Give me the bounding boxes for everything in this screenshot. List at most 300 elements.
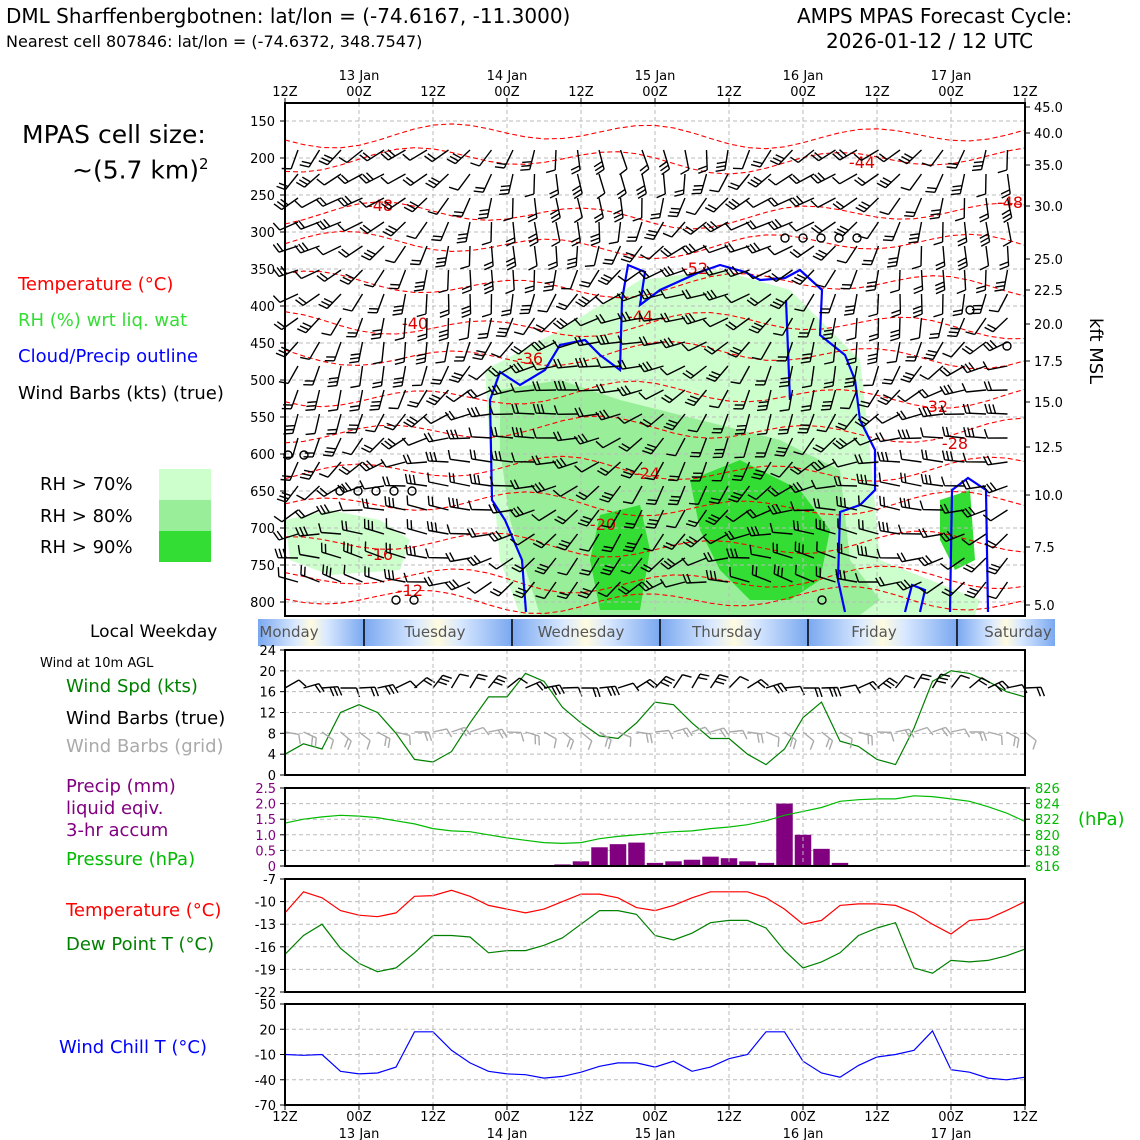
wind-barb [424,433,448,442]
wind-barb [404,198,427,212]
pressure-tick-label: 200 [250,152,275,167]
top-time-label: 12Z [864,85,890,100]
wind-barb [385,496,406,510]
wind-barb [297,318,319,333]
wind-barb [538,294,556,312]
wind-barb [716,150,728,171]
wind-barb [431,366,449,384]
wind-barb [663,222,685,237]
precip-bar [813,849,830,866]
wind-barb [943,342,965,357]
wind-barb [341,688,360,697]
wind-barb [550,174,559,198]
wind-barb [484,270,493,294]
pressure-axis-label: (hPa) [1078,809,1125,830]
temperature-contour-label: -48 [366,196,394,215]
precip-ytick-label: 2.0 [255,797,276,813]
wind-barb [964,427,986,438]
wind-barb [876,150,900,162]
wind-barb [811,198,836,207]
wind-barb [426,549,449,558]
wind-barb [403,455,427,464]
wind-barb [746,220,771,229]
wind-barb [899,150,922,164]
wind-barb [319,462,341,477]
precip-ytick-right-label: 826 [1035,782,1060,797]
wind-barb [279,366,298,383]
wind-barb [882,366,900,384]
wind-barb [447,430,470,439]
weekday-label: Monday [259,623,319,641]
wind-barb [470,728,489,736]
wind-barb [581,732,592,750]
wind-barb [898,390,922,401]
wind-barb [439,270,449,293]
wind-barb [746,243,771,253]
wind-barb [447,524,470,534]
wind-barb [359,732,370,750]
wind-barb [482,222,492,245]
wind-barb [977,174,987,197]
precip-bar [776,804,793,866]
wind-barb [867,342,878,364]
wind-barb [934,294,944,317]
wind-barb [668,198,685,217]
wind-barb [921,474,943,486]
legend-cloud-outline: Cloud/Precip outline [18,346,199,367]
wind-barb [985,534,1008,548]
wind-barb [970,678,990,688]
weekday-label: Tuesday [404,623,466,641]
wind-barb [407,390,427,407]
wind-barb [491,342,513,357]
temp-ytick-label: -16 [254,940,276,956]
wind-barb [962,383,986,392]
bottom-time-label: 12Z [568,1110,594,1125]
wind-barb [349,390,362,411]
wind-barb [316,219,341,229]
wind-barb [467,582,491,593]
kft-tick-label: 12.5 [1034,441,1063,456]
wind-barb [890,318,900,341]
wind-barb [897,411,922,420]
wind-barb [378,685,399,695]
wind-barb [381,174,406,184]
wind-barb [922,450,943,463]
wind-barb [877,678,898,688]
wind-barb [433,675,452,688]
wind-barb [467,528,491,537]
wind-barb [412,366,427,386]
wind-barb [325,342,341,361]
wind-barb [924,342,943,359]
precip-ytick-right-label: 822 [1035,813,1060,829]
kft-tick-label: 25.0 [1034,253,1063,268]
bottom-time-label: 00Z [494,1110,520,1125]
wind-barb [618,270,642,282]
chill-ytick-label: -10 [254,1048,276,1064]
wind-barb [525,174,535,197]
cell-size-label: MPAS cell size: [22,120,206,149]
wind-barb [426,174,449,188]
wind-barb [984,381,1007,390]
wind-barb [407,222,428,239]
wind-barb [556,294,577,310]
wind-barb [424,414,449,424]
wind-barb [591,222,600,245]
wind-barb [452,727,471,736]
wind-barb [770,150,792,165]
kft-tick-label: 30.0 [1034,200,1063,215]
wind-barb [322,687,342,696]
wind-barb [478,198,492,219]
pressure-tick-label: 450 [250,337,275,352]
kft-tick-label: 5.0 [1034,599,1055,614]
wind-barb [901,174,922,190]
wind-barb [976,270,986,293]
wind-barb [674,728,693,737]
temp-ytick-label: -19 [254,963,276,979]
wind-barb [561,270,577,289]
wind-barb [614,198,624,222]
wind-barb [692,674,709,688]
wind-barb [594,198,603,222]
wind-barb [359,173,384,183]
weekday-bar-label: Local Weekday [90,622,218,642]
pressure-tick-label: 150 [250,115,275,130]
wind-barb [733,150,750,169]
wind-barb [803,688,822,697]
wind-barb [567,246,578,268]
wind-barb [361,438,384,452]
wind-barb [425,150,449,162]
top-date-label: 16 Jan [782,69,824,84]
wind-barb [571,222,580,246]
wind-barb [526,732,540,745]
wind-barb [729,731,747,740]
top-date-label: 13 Jan [338,69,380,84]
legend-dewpoint: Dew Point T (°C) [66,934,215,955]
calm-wind-circle [300,451,308,459]
wind-barb [470,450,491,463]
temperature-contour-label: -36 [516,349,544,368]
wind-barb [482,294,491,317]
precip-ytick-label: 1.5 [255,813,276,829]
wind-barb [636,174,646,198]
top-time-label: 00Z [494,85,520,100]
wind-barb [640,150,649,175]
wind-barb [381,438,405,449]
wind-barb [295,270,320,279]
wind-barb [748,174,771,187]
top-date-label: 15 Jan [634,69,676,84]
wind-barb [501,294,513,316]
rh-legend-80: RH > 80% [40,506,133,527]
top-time-label: 00Z [790,85,816,100]
top-date-label: 14 Jan [486,69,528,84]
cell-size-value-text: ~(5.7 km) [72,155,199,185]
wind-barb [316,246,341,255]
wind-barb [469,428,491,438]
precip-ytick-right-label: 816 [1035,860,1060,875]
wind-barb [563,732,574,750]
wind-barb [385,246,405,263]
wind-barb [729,677,749,689]
pressure-tick-label: 350 [250,263,275,278]
wind-barb [544,732,556,748]
wind-barb [360,480,384,489]
pressure-tick-label: 600 [250,448,275,463]
wind-barb [469,500,492,510]
wind-barb [705,198,728,212]
wind-barb [403,150,427,160]
wind-barb [951,675,970,688]
wind-barb [402,438,427,445]
wind-barb [295,220,320,229]
wind-barb [361,246,384,260]
wind-barb [295,198,320,208]
wind-barb [859,732,873,745]
wind-barb [846,318,857,340]
wind-barb [962,342,986,354]
wind-barb [378,732,390,748]
wind-barb [296,294,320,305]
top-time-label: 12Z [1012,85,1038,100]
wind-barb [406,545,427,558]
wind-barb [910,318,921,340]
temperature-contour-label: -12 [396,581,424,600]
precip-bar [628,843,645,866]
wind-barb [698,150,707,173]
wind-barb [925,174,943,192]
wind-barb [711,675,729,688]
wind-barb [384,414,405,430]
kft-tick-label: 17.5 [1034,355,1063,370]
wind-barb [789,196,814,206]
wind-barb [972,150,986,170]
wind-barb [833,174,858,184]
wind-barb [868,294,878,317]
pressure-tick-label: 400 [250,300,275,315]
wind-barb [1025,687,1044,696]
wind-barb [987,582,1008,599]
wind-barb [896,676,915,689]
wind-barb [920,366,943,379]
wind-barb [484,246,493,270]
wind-barb [528,222,538,246]
wind-barb [316,198,341,207]
wind-ytick-label: 0 [267,769,276,784]
temperature-contour-label: -32 [921,397,949,416]
wind-barb [603,246,621,264]
wind-barb [844,294,857,315]
wind-ytick-label: 12 [259,706,276,722]
wind-barb [424,577,448,586]
temperature-contour-label: -44 [626,307,654,326]
wind-barb [840,685,860,693]
wind-ytick-label: 8 [267,727,276,743]
wind-barb [980,222,990,246]
wind-barb [426,452,449,462]
wind-ytick-label: 20 [259,664,276,680]
wind-barb [372,366,384,388]
wind-barb [585,246,599,266]
wind-barb [548,246,557,270]
page-subtitle: Nearest cell 807846: lat/lon = (-74.6372, 348.7547) [6,32,423,51]
legend-pressure: Pressure (hPa) [66,849,196,870]
wind-barb [323,438,341,456]
wind-barb [900,450,922,462]
precip-ytick-label: 0.5 [255,844,276,860]
legend-temperature: Temperature (°C) [18,274,174,295]
pressure-tick-label: 550 [250,411,275,426]
wind-barb [790,246,814,257]
wind-barb [431,222,448,241]
temperature-contour-label: -24 [633,464,661,483]
wind-barb [877,174,900,188]
wind-barb [445,580,470,590]
wind-barb [958,246,968,270]
temperature-contour-label: -52 [681,259,709,278]
wind-barb [644,222,663,239]
wind-barb [934,222,943,245]
top-date-label: 17 Jan [930,69,972,84]
wind-barb [686,198,707,215]
wind-barb [285,680,306,688]
wind-barb [528,198,537,222]
wind-barb [381,459,406,467]
wind-barb [650,198,663,219]
wind-barb [341,732,352,750]
legend-wind-barbs-grid: Wind Barbs (grid) [66,736,224,757]
wind-barb [327,366,341,387]
temperature-contour-label: -48 [996,193,1024,212]
wind-barb [304,438,320,457]
rh-legend-90: RH > 90% [40,537,133,558]
wind-barb [620,150,628,175]
wind-barb [407,519,427,534]
temp-ytick-label: -22 [254,986,276,1001]
wind-barb [942,477,965,486]
wind-barb [914,270,923,294]
bottom-date-label: 14 Jan [486,1127,528,1140]
wind-barb [470,674,488,688]
wind-barb [998,150,1008,173]
wind-barb [1025,732,1036,750]
wind-barb [439,318,449,341]
wind-barb [768,246,793,255]
wind-barb [711,728,730,737]
wind-barb [618,683,639,691]
wind-barb [855,174,879,186]
wind-barb [876,414,901,423]
wind-barb [618,732,631,747]
wind-barb [979,198,988,222]
wind-barb [748,680,769,689]
bottom-time-label: 12Z [1012,1110,1038,1125]
wind-barb [489,676,508,689]
wind-barb [659,150,669,175]
wind-barb [343,294,363,311]
wind-barb [495,150,513,168]
wind-barb [552,222,560,246]
weekday-label: Friday [851,623,897,641]
calm-wind-circle [817,234,825,242]
wind-barb [594,150,604,175]
wind-barb [406,474,428,486]
wind-barb [859,682,880,691]
chill-ytick-label: -70 [254,1099,276,1114]
wind-barb [364,270,384,287]
wind-barb [467,555,492,565]
calm-wind-circle [781,234,789,242]
wind-barb [883,222,900,241]
wind-barb [803,732,814,750]
wind-barb [768,219,793,229]
wind-barb [277,486,298,502]
wind-barb [296,174,319,187]
wind-barb [403,174,427,185]
top-time-label: 12Z [272,85,298,100]
wind-barb [305,390,319,410]
wind-barb [274,318,298,330]
wind-barb [933,727,952,736]
wind-barb [428,198,449,214]
wind-barb [655,731,673,740]
wind-barb [449,497,470,510]
wind-barb [841,270,857,289]
wind-barb [863,366,878,386]
wind-barb [1007,732,1019,748]
wind-barb [947,150,965,168]
wind-barb [1000,246,1009,269]
legend-precip: Precip (mm) [66,776,176,797]
wind-barb [989,294,1008,312]
kft-tick-label: 45.0 [1034,101,1063,116]
wind-barb [276,342,298,357]
temperature-contour-label: -28 [941,434,969,453]
wind-barb [576,294,600,307]
wind-barb [811,173,836,183]
wind-barb [365,414,384,432]
wind-barb [878,390,900,405]
wind-barb [640,246,663,259]
wind-barb [462,270,471,293]
wind-barb [506,246,516,270]
wind-barb [747,198,772,207]
precip-ytick-right-label: 824 [1035,797,1060,813]
bottom-time-label: 12Z [864,1110,890,1125]
kft-tick-label: 40.0 [1034,127,1063,142]
bottom-date-label: 15 Jan [634,1127,676,1140]
bottom-time-label: 00Z [938,1110,964,1125]
precip-ytick-label: 1.0 [255,828,276,844]
wind-barb [878,452,900,462]
wind-barb [410,246,427,265]
wind-barb [600,686,620,696]
chill-ytick-label: 50 [259,998,276,1013]
wind-barb [598,270,620,285]
wind-barb [918,556,943,566]
wind-barb [529,246,538,270]
wind-barb [393,294,406,315]
calm-wind-circle [853,234,861,242]
rh-region-90 [940,490,975,570]
wind-barb [985,429,1008,438]
temp-ytick-label: -10 [254,895,276,911]
kft-tick-label: 7.5 [1034,541,1055,556]
forecast-cycle-date: 2026-01-12 / 12 UTC [826,29,1034,53]
